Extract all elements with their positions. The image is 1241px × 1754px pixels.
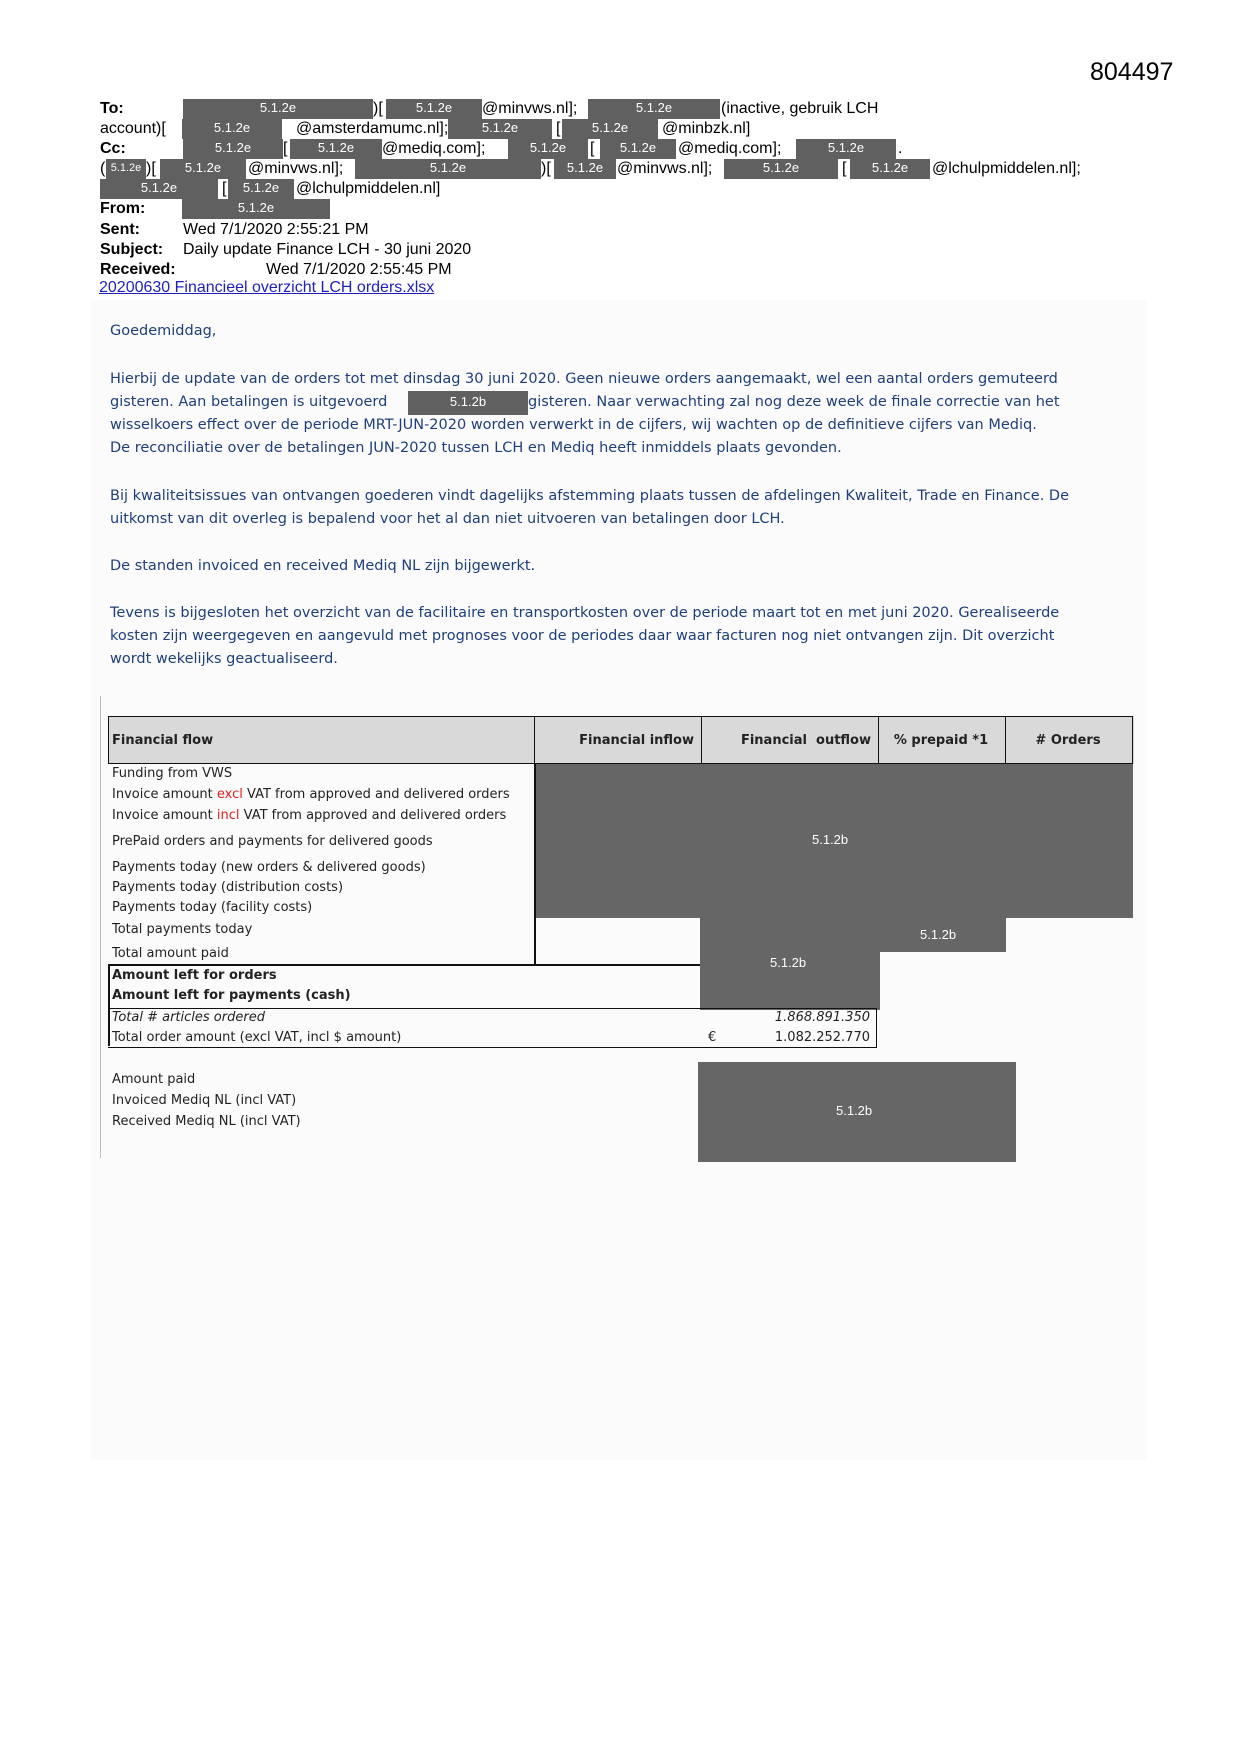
cc-separator: [	[590, 140, 595, 157]
empty-inflow-cell	[535, 918, 701, 965]
redaction-box: 5.1.2e	[106, 159, 146, 179]
paragraph-line: wisselkoers effect over de periode MRT-JUN-2020 worden verwerkt in de cijfers, wij wachten op de definitieve cijfers van Mediq.	[110, 417, 1037, 433]
paragraph-line: Bij kwaliteitsissues van ontvangen goederen vindt dagelijks afstemming plaats tussen de afdelingen Kwaliteit, Trade en Finance. De	[110, 488, 1069, 504]
row-text-red: excl	[216, 787, 243, 802]
cc-domain: @mediq.com];	[382, 140, 486, 157]
to-note: (inactive, gebruik LCH	[721, 100, 879, 117]
cc-separator: (	[100, 160, 106, 177]
row-payments-today-orders: Payments today (new orders & delivered goods)	[112, 860, 426, 875]
cc-domain: @lchulpmiddelen.nl];	[932, 160, 1081, 177]
subject-label: Subject:	[100, 241, 164, 258]
redaction-box: 5.1.2e	[850, 159, 930, 179]
redaction-box: 5.1.2e	[386, 99, 482, 119]
row-payments-today-distribution: Payments today (distribution costs)	[112, 880, 344, 895]
row-total-order-amount: Total order amount (excl VAT, incl $ amount)	[112, 1030, 402, 1045]
row-invoice-incl-vat	[112, 808, 506, 823]
sent-label: Sent:	[100, 221, 140, 238]
row-payments-today-facility: Payments today (facility costs)	[112, 900, 313, 915]
cc-domain: @minvws.nl];	[248, 160, 344, 177]
redaction-box: 5.1.2e	[448, 119, 552, 139]
to-domain: @minvws.nl];	[482, 100, 578, 117]
header-financial-outflow: Financial outflow	[740, 733, 871, 748]
redaction-code: 5.1.2b	[770, 955, 807, 970]
row-text: VAT from approved and delivered orders	[242, 787, 510, 802]
attachment-link[interactable]: 20200630 Financieel overzicht LCH orders.xlsx	[99, 279, 435, 296]
redaction-code: 5.1.2b	[836, 1103, 873, 1118]
received-value: Wed 7/1/2020 2:55:45 PM	[266, 261, 452, 278]
paragraph-line: gisteren. Naar verwachting zal nog deze week de finale correctie van het	[528, 394, 1060, 410]
to-account: account)[	[100, 120, 166, 137]
row-amount-paid: Amount paid	[112, 1072, 196, 1087]
total-order-amount-value: 1.082.252.770	[774, 1030, 870, 1045]
cc-separator: [	[222, 180, 227, 197]
paragraph-line: De reconciliatie over de betalingen JUN-2020 tussen LCH en Mediq heeft inmiddels plaats gevonden.	[110, 440, 842, 456]
redaction-box: 5.1.2e	[562, 119, 658, 139]
redaction-box: 5.1.2e	[183, 99, 373, 119]
received-label: Received:	[100, 261, 176, 278]
to-separator: [	[556, 120, 561, 137]
paragraph-line: kosten zijn weergegeven en aangevuld met prognoses voor de periodes daar waar facturen nog niet ontvangen zijn. Dit overzicht	[110, 628, 1055, 644]
header-financial-inflow: Financial inflow	[579, 733, 694, 748]
cc-separator: [	[842, 160, 847, 177]
row-text: Invoice amount	[112, 787, 217, 802]
currency-symbol: €	[708, 1030, 717, 1045]
cc-domain: @minvws.nl];	[617, 160, 713, 177]
row-total-amount-paid: Total amount paid	[112, 946, 229, 961]
row-amount-left-orders: Amount left for orders	[112, 968, 277, 983]
redaction-box: 5.1.2e	[724, 159, 838, 179]
row-prepaid-orders: PrePaid orders and payments for delivered goods	[112, 834, 433, 849]
sent-value: Wed 7/1/2020 2:55:21 PM	[183, 221, 369, 238]
row-total-payments-today: Total payments today	[112, 922, 253, 937]
paragraph-line: Hierbij de update van de orders tot met dinsdag 30 juni 2020. Geen nieuwe orders aangemaakt, wel een aantal orders gemuteerd	[110, 371, 1058, 387]
row-invoice-excl-vat	[112, 787, 510, 802]
paragraph-line: wordt wekelijks geactualiseerd.	[110, 651, 338, 667]
from-label: From:	[100, 200, 146, 217]
cc-separator: [	[283, 140, 288, 157]
row-funding-from-vws: Funding from VWS	[112, 766, 233, 781]
row-text: Invoice amount	[112, 808, 217, 823]
row-received-mediq: Received Mediq NL (incl VAT)	[112, 1114, 301, 1129]
paragraph-line: gisteren. Aan betalingen is uitgevoerd	[110, 394, 388, 410]
table-left-border	[108, 964, 110, 1046]
subject-value: Daily update Finance LCH - 30 juni 2020	[183, 241, 472, 258]
row-divider	[108, 964, 700, 966]
redaction-code: 5.1.2b	[920, 927, 957, 942]
redaction-box: 5.1.2e	[355, 159, 541, 179]
redaction-box: 5.1.2b	[408, 391, 528, 415]
redaction-box: 5.1.2e	[182, 199, 330, 219]
cc-domain: @mediq.com];	[678, 140, 782, 157]
cc-label: Cc:	[100, 140, 126, 157]
redaction-code: 5.1.2b	[812, 832, 849, 847]
to-domain: @amsterdamumc.nl];	[296, 120, 449, 137]
to-separator: )[	[373, 100, 383, 117]
row-text-red: incl	[216, 808, 240, 823]
paragraph-line: De standen invoiced en received Mediq NL zijn bijgewerkt.	[110, 558, 536, 574]
redaction-box: 5.1.2e	[183, 139, 283, 159]
document-number: 804497	[1090, 58, 1174, 86]
to-label: To:	[100, 100, 124, 117]
redaction-box: 5.1.2e	[588, 99, 720, 119]
greeting: Goedemiddag,	[110, 323, 217, 339]
header-orders: # Orders	[1035, 733, 1101, 748]
row-text: VAT from approved and delivered orders	[239, 808, 507, 823]
to-domain: @minbzk.nl]	[662, 120, 751, 137]
redaction-box: 5.1.2e	[228, 179, 294, 199]
redaction-box: 5.1.2e	[508, 139, 588, 159]
header-financial-flow: Financial flow	[112, 733, 214, 748]
row-amount-left-cash: Amount left for payments (cash)	[112, 988, 351, 1003]
redaction-box: 5.1.2e	[182, 119, 282, 139]
cc-separator: )[	[146, 160, 156, 177]
redaction-box: 5.1.2e	[100, 179, 218, 199]
redaction-box: 5.1.2e	[600, 139, 676, 159]
paragraph-line: uitkomst van dit overleg is bepalend voor het al dan niet uitvoeren van betalingen door LCH.	[110, 511, 785, 527]
paragraph-line: Tevens is bijgesloten het overzicht van de facilitaire en transportkosten over de periode maart tot en met juni 2020. Gerealiseerde	[110, 605, 1060, 621]
cc-domain: @lchulpmiddelen.nl]	[296, 180, 441, 197]
cc-separator: .	[898, 140, 903, 157]
row-invoiced-mediq: Invoiced Mediq NL (incl VAT)	[112, 1093, 297, 1108]
row-total-articles: Total # articles ordered	[112, 1010, 265, 1025]
sheet-gutter	[100, 696, 101, 1158]
cc-separator: )[	[541, 160, 551, 177]
total-articles-value: 1.868.891.350	[774, 1010, 870, 1025]
redaction-box: 5.1.2e	[554, 159, 616, 179]
redaction-box: 5.1.2e	[796, 139, 896, 159]
header-prepaid: % prepaid *1	[893, 733, 989, 748]
redaction-box: 5.1.2e	[290, 139, 382, 159]
redaction-box: 5.1.2e	[160, 159, 246, 179]
